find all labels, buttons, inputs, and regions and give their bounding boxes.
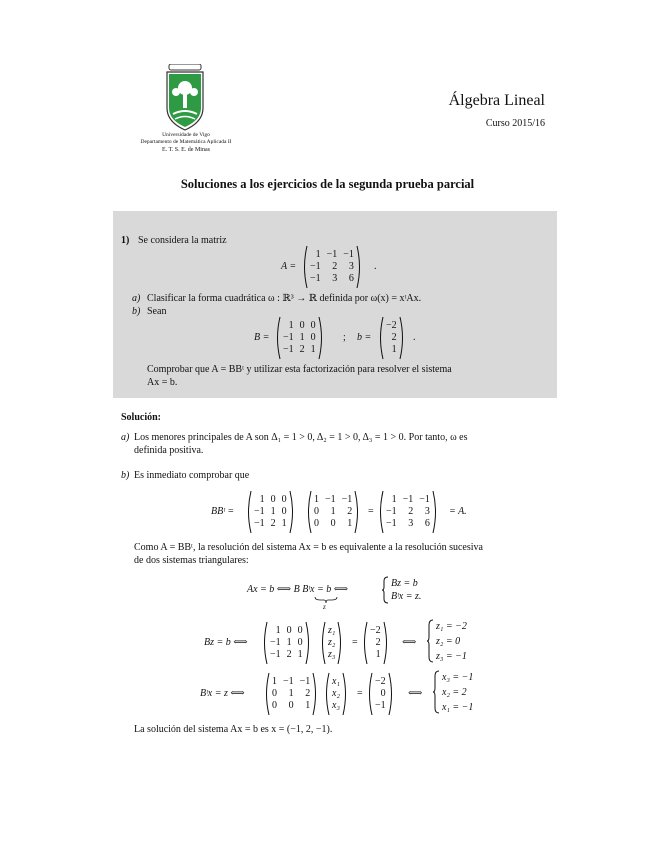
matrix-cell: −1 — [402, 494, 414, 505]
comprobar-line-1: Comprobar que A = BBᵗ y utilizar esta factorización para resolver el sistema — [147, 364, 452, 375]
item-b-text: Sean — [147, 306, 167, 317]
system-1-line-2: Bᵗx = z. — [391, 591, 422, 602]
right-paren — [305, 621, 311, 665]
underbrace-z — [314, 596, 338, 604]
x1-solution: x₁ = −1 — [442, 702, 474, 713]
item-a-label: a) — [132, 293, 141, 304]
matrix-cell: 0 — [380, 688, 386, 699]
matrix-cell: −1 — [283, 332, 294, 343]
right-paren — [337, 621, 343, 665]
right-paren — [342, 672, 348, 716]
matrix-cell: 3 — [424, 506, 430, 517]
matrix-cell: x₃ — [332, 700, 340, 711]
matrix-cell: 1 — [281, 518, 287, 529]
matrix-cell: 1 — [347, 518, 353, 529]
iff-symbol: ⟺ — [408, 688, 423, 699]
system-1-line-1: Bz = b — [391, 578, 418, 589]
matrix-cell: 3 — [348, 261, 354, 272]
solution-heading: Solución: — [121, 412, 162, 423]
matrix-A-label: A = — [281, 261, 297, 272]
matrix-cell: 3 — [408, 518, 414, 529]
z2-solution: z₂ = 0 — [436, 636, 461, 647]
matrix-cell: 1 — [297, 649, 303, 660]
vector-b-label: b = — [357, 332, 372, 343]
matrix-cell: 1 — [310, 344, 316, 355]
z3-solution: z₃ = −1 — [436, 651, 467, 662]
matrix-cell: 3 — [332, 273, 338, 284]
matrix-cell: −1 — [283, 676, 294, 687]
matrix-cell: 0 — [272, 700, 277, 711]
matrix-cell: −1 — [299, 676, 311, 687]
Bz-label: Bz = b ⟺ — [204, 637, 248, 648]
matrix-cell: −1 — [343, 249, 354, 260]
matrix-cell: −1 — [254, 506, 265, 517]
matrix-cell: 1 — [391, 344, 397, 355]
matrix-Bt-system — [264, 672, 318, 716]
matrix-cell: −1 — [386, 506, 397, 517]
course-year: Curso 2015/16 — [485, 118, 545, 129]
matrix-cell: 2 — [408, 506, 414, 517]
matrix-cell: −1 — [310, 273, 321, 284]
solution-a-label: a) — [121, 432, 130, 443]
vector-b — [378, 316, 405, 360]
z1-solution: z₁ = −2 — [436, 621, 467, 632]
right-paren — [312, 672, 318, 716]
right-paren — [383, 621, 389, 665]
document-title: Soluciones a los ejercicios de la segunda prueba parcial — [180, 177, 475, 191]
matrix-cell: −1 — [325, 494, 336, 505]
matrix-cell: −1 — [270, 637, 281, 648]
matrix-A-solution — [378, 490, 438, 534]
matrix-cell: 6 — [348, 273, 354, 284]
matrix-cell: 1 — [288, 320, 294, 331]
matrix-cell: 6 — [424, 518, 430, 529]
matrix-cell: 1 — [330, 506, 336, 517]
matrix-cell: 0 — [297, 637, 303, 648]
matrix-cell: 2 — [270, 518, 276, 529]
matrix-cell: 2 — [299, 344, 305, 355]
solution-b-label: b) — [121, 470, 130, 481]
equals-sign: = — [368, 506, 374, 517]
vector-rhs-2 — [367, 672, 394, 716]
matrix-cell: 1 — [272, 676, 277, 687]
matrix-cell: x₁ — [332, 676, 340, 687]
matrix-cell: −1 — [326, 249, 338, 260]
matrix-cell: 0 — [281, 494, 287, 505]
matrix-cell: 0 — [299, 320, 305, 331]
department-name: Departamento de Matemática Aplicada II — [140, 139, 232, 145]
vector-x — [324, 672, 348, 716]
right-paren — [354, 490, 360, 534]
final-solution: La solución del sistema Ax = b es x = (−1, 2, −1). — [134, 724, 333, 735]
matrix-cell: −1 — [386, 518, 397, 529]
matrix-cell: 1 — [391, 494, 397, 505]
solution-a-line-2: definida positiva. — [134, 445, 204, 456]
matrix-cell: z₃ — [328, 649, 336, 660]
matrix-cell: −1 — [254, 518, 265, 529]
matrix-cell: 0 — [270, 494, 276, 505]
comprobar-line-2: Ax = b. — [147, 377, 178, 388]
equals-sign: = — [352, 637, 358, 648]
matrix-cell: 2 — [391, 332, 397, 343]
period: . — [413, 332, 416, 343]
matrix-cell: 2 — [332, 261, 338, 272]
underbrace-z-label: z — [323, 603, 326, 611]
matrix-cell: 1 — [286, 637, 292, 648]
item-b-label: b) — [132, 306, 141, 317]
matrix-cell: 1 — [275, 625, 281, 636]
university-logo — [163, 64, 207, 132]
right-paren — [388, 672, 394, 716]
matrix-cell: −2 — [375, 676, 386, 687]
matrix-B-solution — [246, 490, 295, 534]
x2-solution: x₂ = 2 — [442, 687, 467, 698]
vector-rhs-1 — [362, 621, 389, 665]
matrix-cell: −1 — [310, 261, 321, 272]
school-name: E. T. S. E. de Minas — [162, 147, 210, 153]
matrix-cell: −1 — [283, 344, 294, 355]
BBt-label: BBᵗ = — [211, 506, 235, 517]
matrix-cell: 2 — [375, 637, 381, 648]
matrix-cell: 1 — [314, 494, 319, 505]
matrix-cell: 1 — [299, 332, 305, 343]
item-a-text: Clasificar la forma cuadrática ω : ℝ³ → ℝ definida por ω(x) = xᵗAx. — [147, 293, 422, 304]
system-brace-3 — [432, 670, 440, 714]
matrix-cell: 0 — [310, 320, 316, 331]
solution-b-intro: Es inmediato comprobar que — [134, 470, 250, 481]
matrix-Bt — [306, 490, 360, 534]
matrix-cell: 0 — [281, 506, 287, 517]
matrix-cell: 0 — [286, 625, 292, 636]
right-paren — [432, 490, 438, 534]
matrix-cell: 0 — [288, 700, 294, 711]
equals-A: = A. — [449, 506, 467, 517]
matrix-cell: −2 — [370, 625, 381, 636]
matrix-A — [302, 245, 362, 289]
matrix-cell: −1 — [341, 494, 353, 505]
separator: ; — [343, 332, 346, 343]
matrix-cell: 1 — [288, 688, 294, 699]
Btx-label: Bᵗx = z ⟺ — [200, 688, 245, 699]
iff-symbol: ⟺ — [402, 637, 417, 648]
solution-a-line-1: Los menores principales de A son Δ₁ = 1 > 0, Δ₂ = 1 > 0, Δ₃ = 1 > 0. Por tanto, ω es — [134, 432, 468, 443]
exercise-intro: Se considera la matriz — [138, 235, 227, 246]
right-paren — [399, 316, 405, 360]
como-line-1: Como A = BBᵗ, la resolución del sistema Ax = b es equivalente a la resolución sucesiva — [134, 542, 483, 553]
matrix-cell: 0 — [310, 332, 316, 343]
matrix-B-label: B = — [254, 332, 270, 343]
matrix-cell: 2 — [347, 506, 353, 517]
matrix-cell: 1 — [315, 249, 321, 260]
matrix-cell: −1 — [375, 700, 386, 711]
matrix-cell: 1 — [305, 700, 311, 711]
equivalence-chain: Ax = b ⟺ B Bᵗx = b ⟺ — [247, 584, 349, 595]
matrix-cell: z₂ — [328, 637, 336, 648]
institution-name: Universidade de Vigo — [162, 132, 210, 138]
matrix-cell: 0 — [314, 518, 319, 529]
matrix-cell: 0 — [272, 688, 277, 699]
matrix-cell: 2 — [286, 649, 292, 660]
vector-z — [320, 621, 343, 665]
matrix-cell: −1 — [419, 494, 430, 505]
matrix-cell: 0 — [314, 506, 319, 517]
equals-sign: = — [357, 688, 363, 699]
course-title: Álgebra Lineal — [448, 92, 545, 109]
matrix-cell: z₁ — [328, 625, 336, 636]
right-paren — [289, 490, 295, 534]
matrix-cell: 1 — [375, 649, 381, 660]
period: . — [374, 261, 377, 272]
matrix-cell: −1 — [270, 649, 281, 660]
right-paren — [356, 245, 362, 289]
matrix-cell: 1 — [270, 506, 276, 517]
matrix-cell: −2 — [386, 320, 397, 331]
exercise-number: 1) — [121, 235, 130, 246]
matrix-cell: x₂ — [332, 688, 340, 699]
right-paren — [318, 316, 324, 360]
matrix-B — [275, 316, 324, 360]
matrix-cell: 0 — [297, 625, 303, 636]
matrix-B-system — [262, 621, 311, 665]
matrix-cell: 0 — [330, 518, 336, 529]
system-brace-1 — [381, 576, 389, 604]
matrix-cell: 1 — [259, 494, 265, 505]
system-brace-2 — [426, 619, 434, 663]
x3-solution: x₃ = −1 — [442, 672, 474, 683]
como-line-2: de dos sistemas triangulares: — [134, 555, 249, 566]
matrix-cell: 2 — [305, 688, 311, 699]
